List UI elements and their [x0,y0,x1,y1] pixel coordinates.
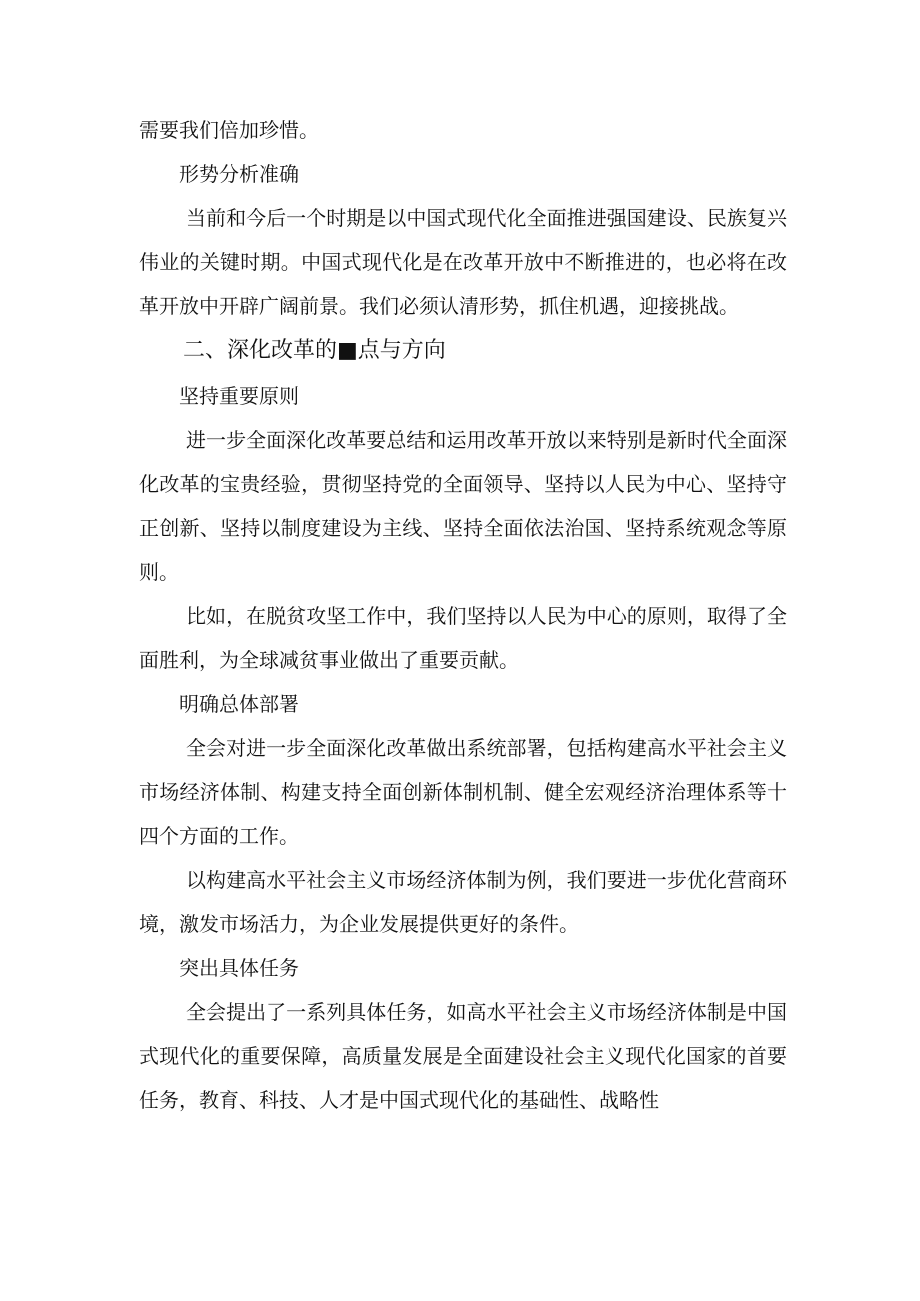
paragraph-tasks: 全会提出了一系列具体任务，如高水平社会主义市场经济体制是中国式现代化的重要保障，高质量发展是全面建设社会主义现代化国家的首要任务，教育、科技、人才是中国式现代化的基础性、战略性 [139,1000,787,1112]
paragraph-poverty-example: 比如，在脱贫攻坚工作中，我们坚持以人民为中心的原则，取得了全面胜利，为全球减贫事业做出了重要贡献。 [139,604,787,672]
subheading-principles: 坚持重要原则 [179,384,299,408]
subheading-overall-deployment: 明确总体部署 [179,692,299,716]
paragraph-principles: 进一步全面深化改革要总结和运用改革开放以来特别是新时代全面深化改革的宝贵经验，贯彻坚持党的全面领导、坚持以人民为中心、坚持守正创新、坚持以制度建设为主线、坚持全面依法治国、坚持系统观念等原则。 [139,428,787,584]
document-body [139,108,787,1122]
paragraph-situation: 当前和今后一个时期是以中国式现代化全面推进强国建设、民族复兴伟业的关键时期。中国式现代化是在改革开放中不断推进的，也必将在改革开放中开辟广阔前景。我们必须认清形势，抓住机遇，迎接挑战。 [139,206,787,318]
paragraph-market-example: 以构建高水平社会主义市场经济体制为例，我们要进一步优化营商环境，激发市场活力，为企业发展提供更好的条件。 [139,868,787,936]
section-heading-reform-focus: 二、深化改革的■点与方向 [183,338,446,363]
subheading-specific-tasks: 突出具体任务 [179,956,299,980]
paragraph-continuation: 需要我们倍加珍惜。 [139,118,319,142]
paragraph-deployment: 全会对进一步全面深化改革做出系统部署，包括构建高水平社会主义市场经济体制、构建支持全面创新体制机制、健全宏观经济治理体系等十四个方面的工作。 [139,736,787,848]
subheading-situation-analysis: 形势分析准确 [179,162,299,186]
